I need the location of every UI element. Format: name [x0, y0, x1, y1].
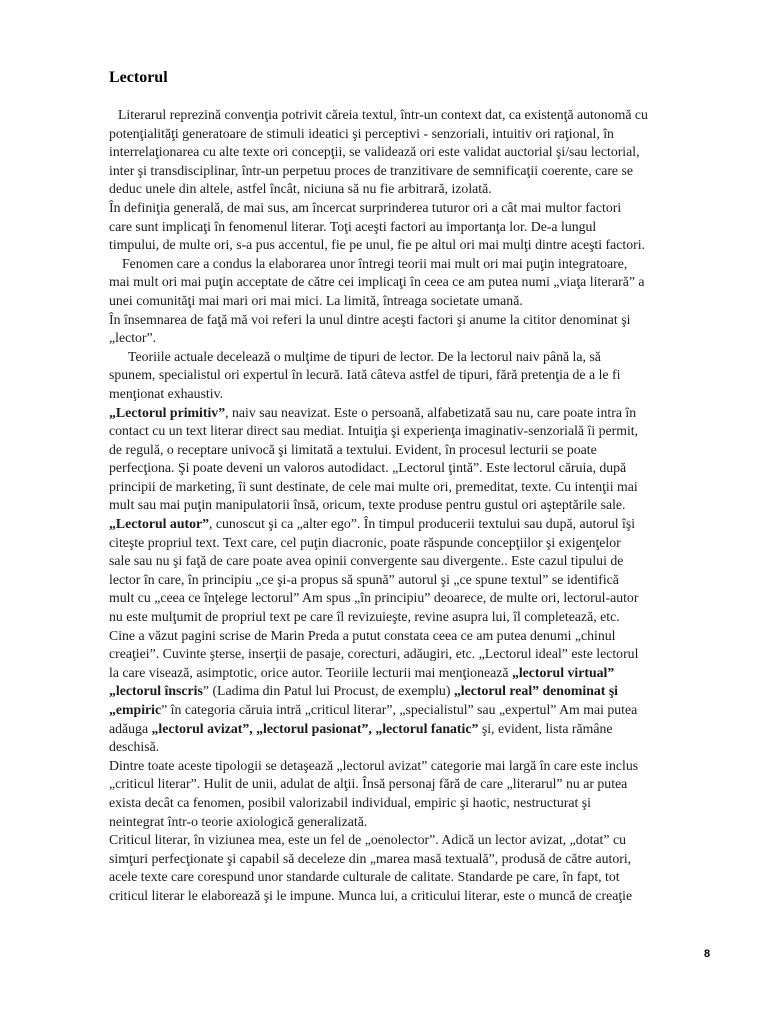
text-run: „lector”. — [109, 330, 157, 346]
text-line — [109, 682, 713, 701]
body-text — [109, 106, 713, 906]
text-run: , cunoscut şi ca „alter ego”. În timpul producerii textului sau după, autorul îşi — [209, 516, 636, 532]
text-run: principii de marketing, îi sunt destinate, de cele mai multe ori, premeditat, texte. Cu intenţii mai — [109, 478, 638, 494]
text-run: şi, evident, lista rămâne — [478, 720, 613, 736]
text-run: lector în care, în principiu „ce şi-a propus să spună” autorul şi „ce spune textul” se identifică — [109, 571, 619, 587]
text-line — [109, 738, 713, 757]
text-run: , naiv sau neavizat. Este o persoană, alfabetizată sau nu, care poate intra în — [225, 404, 637, 420]
text-line — [109, 162, 713, 181]
text-run: exista decât ca fenomen, posibil valorizabil individual, empiric şi haotic, nestructurat şi — [109, 794, 591, 810]
text-run: potenţialităţi generatoare de stimuli ideatici şi perceptivi - senzoriali, intuitiv ori raţional, în — [109, 125, 614, 141]
text-line — [109, 589, 713, 608]
text-run: la care visează, asimptotic, orice autor. Teoriile lecturii mai menţionează — [109, 664, 512, 680]
text-run: Teoriile actuale decelează o mulţime de tipuri de lector. De la lectorul naiv până la, să — [128, 348, 601, 364]
text-line — [109, 180, 713, 199]
text-run: inter şi transdisciplinar, într-un perpetuu proces de tranzitivare de semnificaţii coerente, care se — [109, 162, 633, 178]
text-run: creaţiei”. Cuvinte şterse, inserţii de pasaje, corecturi, adăugiri, etc. „Lectorul ideal” este lectorul — [109, 646, 639, 662]
text-line — [109, 459, 713, 478]
text-run: ” (Ladima din Patul lui Procust, de exemplu) — [202, 683, 454, 699]
bold-term: „Lectorul autor” — [109, 516, 210, 532]
text-run: Dintre toate aceste tipologii se detaşează „lectorul avizat” categorie mai largă în care este inclus — [109, 757, 639, 773]
text-line — [109, 236, 713, 255]
text-run: În definiţia generală, de mai sus, am încercat surprinderea tuturor ori a cât mai multor factori — [109, 199, 622, 215]
text-run: nu este mulţumit de propriul text pe care îl revizuieşte, revine asupra lui, îl completează, etc. — [109, 609, 620, 625]
text-line — [109, 868, 713, 887]
text-run: timpului, de multe ori, s-a pus accentul, fie pe unul, fie pe altul ori mai mulţi dintre aceşti factori. — [109, 237, 646, 253]
text-run: În însemnarea de faţă mă voi referi la unul dintre aceşti factori şi anume la cititor denominat şi — [109, 311, 631, 327]
bold-term: „lectorul avizat”, „lectorul pasionat”, „lectorul fanatic” — [151, 720, 479, 736]
text-run: ” în categoria căruia intră „criticul literar”, „specialistul” sau „expertul” Am mai putea — [161, 702, 638, 717]
text-run: simţuri perfecţionate şi capabil să deceleze din „marea masă textuală”, produsă de către autori, — [109, 850, 632, 866]
page-number: 8 — [704, 948, 711, 960]
text-line — [109, 292, 713, 311]
bold-term: „lectorul real” denominat şi — [453, 683, 619, 699]
text-run: mult sau mai puţin manipulatorii însă, oricum, texte produse pentru gustul ori aşteptările sale. — [109, 497, 626, 513]
text-line — [109, 608, 713, 627]
text-line — [109, 496, 713, 515]
text-line — [109, 664, 713, 683]
text-run: criticul literar le elaborează şi le impune. Munca lui, a criticului literar, este o muncă de creaţie — [109, 887, 633, 903]
text-run: mult cu „ceea ce înţelege lectorul” Am spus „în principiu” deoarece, de multe ori, lectorul-autor — [109, 590, 639, 606]
text-line — [109, 404, 713, 423]
text-line — [109, 757, 713, 776]
bold-term: „lectorul înscris — [109, 683, 203, 699]
text-line — [109, 850, 713, 869]
text-line — [109, 478, 713, 497]
bold-term: „empiric — [109, 702, 162, 717]
text-line — [109, 831, 713, 850]
text-line — [109, 329, 713, 348]
text-line — [109, 311, 713, 330]
text-line — [109, 106, 713, 125]
text-line — [109, 255, 713, 274]
text-line — [109, 366, 713, 385]
document-title: Lectorul — [109, 69, 168, 86]
text-run: perfecţiona. Şi poate deveni un valoros autodidact. „Lectorul ţintă”. Este lectorul căruia, după — [109, 460, 627, 476]
text-run: Criticul literar, în viziunea mea, este un fel de „oenolector”. Adică un lector avizat, „dotat” cu — [109, 832, 626, 848]
text-line — [109, 813, 713, 832]
text-run: Literarul reprezină convenţia potrivit căreia textul, într-un context dat, ca existenţă autonomă cu — [118, 107, 648, 122]
text-run: Cine a văzut pagini scrise de Marin Preda a putut constata ceea ce am putea denumi „chinul — [109, 627, 616, 643]
text-line — [109, 199, 713, 218]
text-run: de regulă, o receptare univocă şi limitată a textului. Evident, în procesul lecturii se poate — [109, 441, 597, 457]
text-line — [109, 701, 713, 720]
text-line — [109, 794, 713, 813]
text-run: spunem, specialistul ori expertul în lecură. Iată câteva astfel de tipuri, fără pretenţia de a le fi — [109, 367, 621, 383]
text-run: citeşte propriul text. Text care, cel puţin diacronic, poate răspunde concepţiilor şi exigenţelor — [109, 534, 621, 550]
text-line — [109, 571, 713, 590]
text-line — [109, 441, 713, 460]
text-line — [109, 552, 713, 571]
text-run: unei comunităţi mai mari ori mai mici. La limită, întreaga societate umană. — [109, 292, 523, 308]
text-line — [109, 775, 713, 794]
text-line — [109, 348, 713, 367]
text-line — [109, 273, 713, 292]
text-line — [109, 422, 713, 441]
text-run: mai mult ori mai puţin acceptate de către cei implicaţi în ceea ce am putea numi „viaţa literară” a — [109, 274, 645, 290]
text-line — [109, 645, 713, 664]
text-run: neintegrat într-o teorie axiologică generalizată. — [109, 813, 368, 829]
bold-term: „Lectorul primitiv” — [109, 404, 226, 420]
text-line — [109, 385, 713, 404]
text-run: sale sau nu şi faţă de care poate avea opinii convergente sau divergente.. Este cazul tipului de — [109, 553, 624, 569]
text-line — [109, 720, 713, 739]
text-line — [109, 627, 713, 646]
text-line — [109, 515, 713, 534]
text-line — [109, 534, 713, 553]
text-line — [109, 218, 713, 237]
text-run: „criticul literar”. Hulit de unii, adulat de alţii. Însă personaj fără de care „literarul” nu ar putea — [109, 776, 628, 792]
text-run: care sunt implicaţi în fenomenul literar. Toţi aceşti factori au importanţa lor. De-a lungul — [109, 218, 597, 234]
text-run: acele texte care corespund unor standarde culturale de calitate. Standarde pe care, în fapt, tot — [109, 869, 620, 885]
text-line — [109, 143, 713, 162]
text-run: deduc unele din altele, astfel încât, niciuna să nu fie arbitrară, izolată. — [109, 181, 492, 197]
text-line — [109, 887, 713, 906]
text-run: interrelaţionarea cu alte texte ori concepţii, se validează ori este validat auctorial şi/sau lectorial, — [109, 144, 640, 160]
text-run: Fenomen care a condus la elaborarea unor întregi teorii mai mult ori mai puţin integratoare, — [122, 255, 628, 271]
bold-term: „lectorul virtual” — [511, 664, 615, 680]
text-run: adăuga — [109, 720, 152, 736]
text-run: contact cu un text literar direct sau mediat. Intuiţia şi experienţa imaginativ-senzorială îi permit, — [109, 423, 639, 439]
text-run: menţionat exhaustiv. — [109, 385, 224, 401]
text-line — [109, 125, 713, 144]
text-run: deschisă. — [109, 739, 160, 755]
